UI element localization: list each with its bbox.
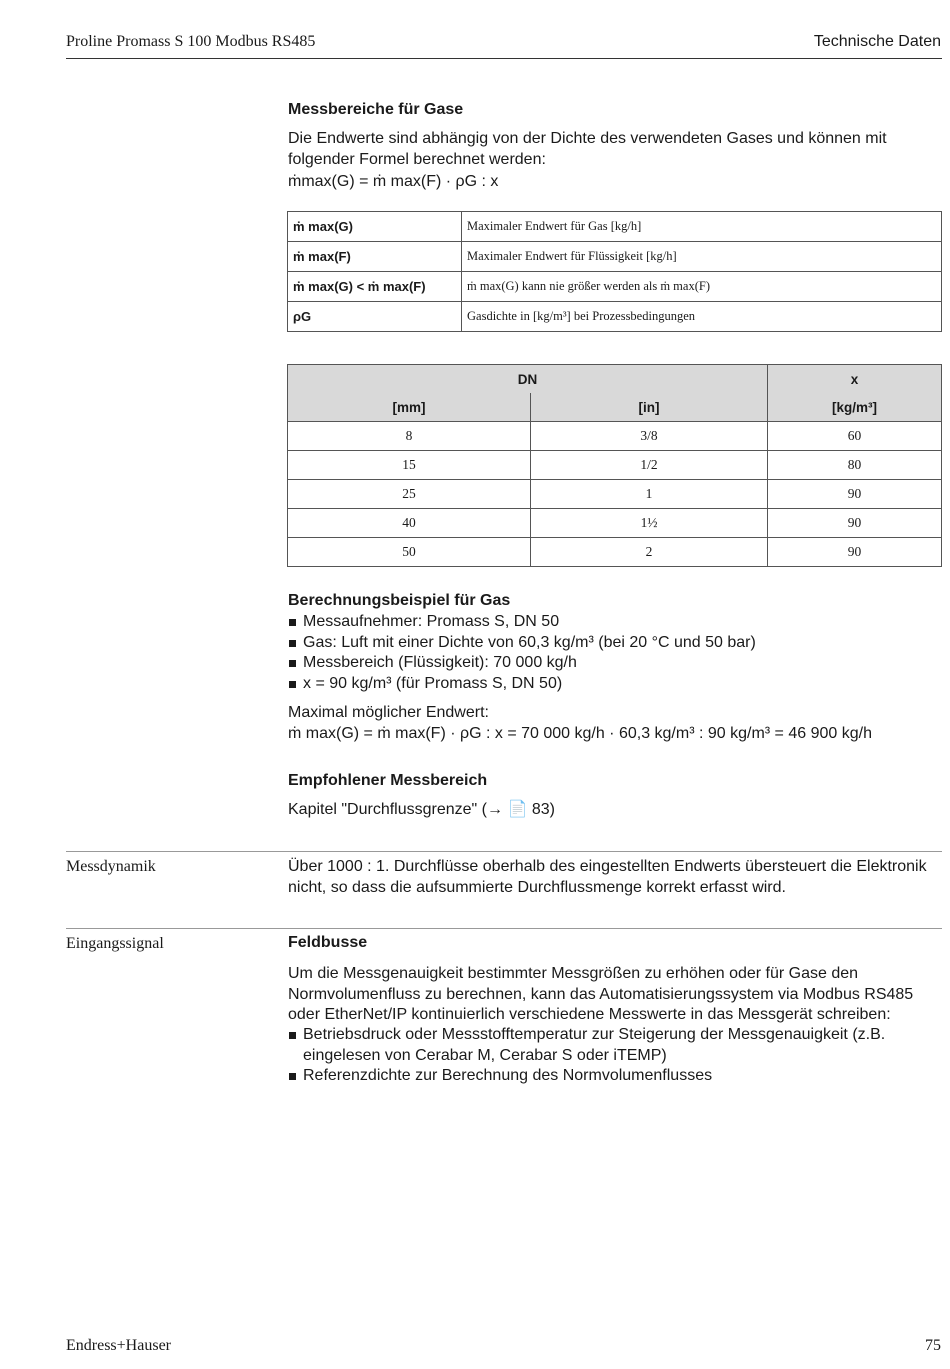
table-row [288,451,942,480]
definition-symbol: ṁ max(G) < ṁ max(F) [288,272,462,302]
messdynamik-text: Über 1000 : 1. Durchflüsse oberhalb des eingestellten Endwerts übersteuert die Elektronik nicht, so dass die aufsummierte Durchflussmenge korrekt erfasst wird. [288,858,927,896]
eingangssignal-label: Eingangssignal [66,935,164,952]
list-item: Referenzdichte zur Berechnung des Normvolumenflusses [288,1066,942,1087]
definition-row [288,302,942,332]
x-header: x [768,365,942,394]
dn-table [287,364,942,567]
section-divider [66,928,942,929]
list-item: Messaufnehmer: Promass S, DN 50 [288,612,938,633]
messdynamik-label: Messdynamik [66,858,156,875]
definition-desc: Gasdichte in [kg/m³] bei Prozessbedingungen [462,302,942,332]
recommended-title: Empfohlener Messbereich [288,772,488,789]
gas-formula: ṁmax(G) = ṁ max(F) · ρG : x [288,173,499,190]
x-cell: 60 [768,422,942,451]
dn-table-group-header [288,365,942,394]
gas-section-title: Messbereiche für Gase [288,101,464,118]
definition-desc: Maximaler Endwert für Flüssigkeit [kg/h] [462,242,942,272]
definition-row [288,272,942,302]
gas-section-intro: Die Endwerte sind abhängig von der Dichte des verwendeten Gases und können mit folgender Formel berechnet werden: [288,130,887,168]
definition-desc: ṁ max(G) kann nie größer werden als ṁ max(F) [462,272,942,302]
dn-in-cell: 1½ [531,509,768,538]
kgm3-header: [kg/m³] [768,393,942,422]
list-item: Messbereich (Flüssigkeit): 70 000 kg/h [288,653,938,674]
list-item: Gas: Luft mit einer Dichte von 60,3 kg/m³ (bei 20 °C und 50 bar) [288,633,938,654]
table-row [288,509,942,538]
table-row [288,538,942,567]
dn-mm-cell: 50 [288,538,531,567]
dn-in-cell: 1/2 [531,451,768,480]
feldbusse-title: Feldbusse [288,934,368,951]
x-cell: 90 [768,480,942,509]
feldbusse-text: Um die Messgenauigkeit bestimmter Messgrößen zu erhöhen oder für Gase den Normvolumenfluss zu berechnen, kann das Automatisierungssystem via Modbus RS485 oder EtherNet/IP kontinuierlich verschiedene Messwerte in das Messgerät schreiben: [288,965,914,1023]
dn-header: DN [288,365,768,394]
table-row [288,422,942,451]
max-formula: ṁ max(G) = ṁ max(F) · ρG : x = 70 000 kg/h · 60,3 kg/m³ : 90 kg/m³ = 46 900 kg/h [288,725,872,742]
in-header: [in] [531,393,768,422]
x-cell: 80 [768,451,942,480]
footer-brand: Endress+Hauser [66,1337,171,1354]
dn-in-cell: 3/8 [531,422,768,451]
definition-desc: Maximaler Endwert für Gas [kg/h] [462,212,942,242]
dn-mm-cell: 8 [288,422,531,451]
list-item: x = 90 kg/m³ (für Promass S, DN 50) [288,674,938,695]
list-item: Betriebsdruck oder Messstofftemperatur zur Steigerung der Messgenauigkeit (z.B. eingelesen von Cerabar M, Cerabar S oder iTEMP) [288,1025,942,1066]
feldbusse-list [288,1025,942,1087]
max-label: Maximal möglicher Endwert: [288,704,489,721]
dn-in-cell: 2 [531,538,768,567]
example-list [288,612,938,694]
header-rule [66,58,942,59]
dn-mm-cell: 25 [288,480,531,509]
dn-mm-cell: 15 [288,451,531,480]
dn-mm-cell: 40 [288,509,531,538]
recommended-link[interactable]: Kapitel "Durchflussgrenze" (→ 📄 83) [288,801,555,818]
table-row [288,480,942,509]
x-cell: 90 [768,538,942,567]
header-title: Proline Promass S 100 Modbus RS485 [66,33,316,50]
definition-table [287,211,942,332]
definition-row [288,242,942,272]
page-number: 75 [925,1337,941,1354]
definition-symbol: ṁ max(G) [288,212,462,242]
x-cell: 90 [768,509,942,538]
example-title: Berechnungsbeispiel für Gas [288,592,511,609]
mm-header: [mm] [288,393,531,422]
dn-in-cell: 1 [531,480,768,509]
header-section: Technische Daten [813,33,941,50]
definition-symbol: ρG [288,302,462,332]
definition-row [288,212,942,242]
dn-table-unit-header [288,393,942,422]
section-divider [66,851,942,852]
definition-symbol: ṁ max(F) [288,242,462,272]
